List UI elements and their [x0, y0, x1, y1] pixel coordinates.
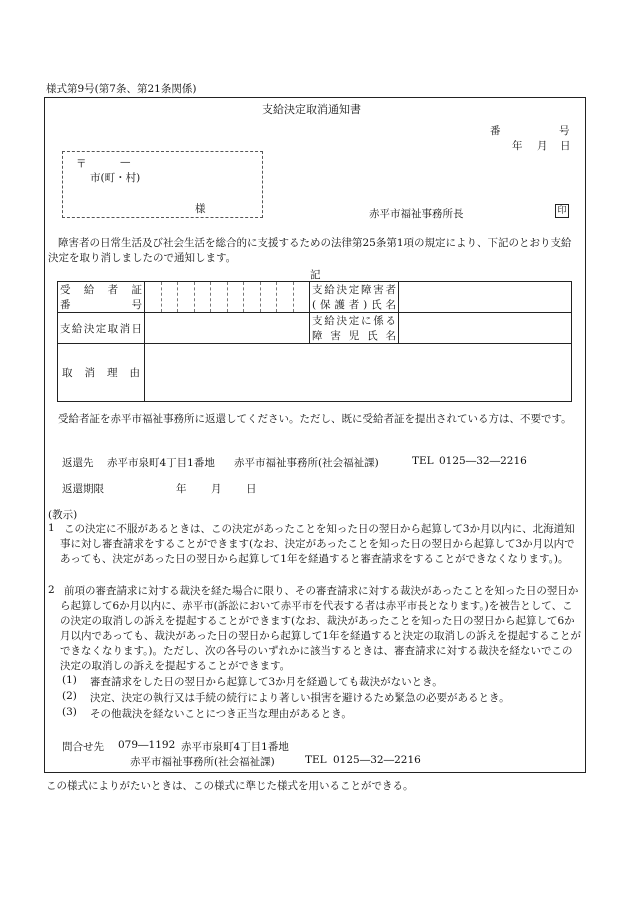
return-notice: 受給者証を赤平市福祉事務所に返還してください。ただし、既に受給者証を提出されている方は、不要です。	[58, 413, 572, 425]
sub-item-1-text: 審査請求をした日の翌日から起算して3か月を経過しても裁決がないとき。	[90, 676, 443, 688]
recipient-number-label: 受給者証 番号	[58, 282, 145, 313]
postal-mark: 〒	[76, 158, 87, 170]
number-label: 番	[490, 125, 501, 137]
contact-postal: 079―1192	[118, 739, 176, 751]
postal-dash: —	[120, 156, 131, 168]
intro-text: 障害者の日常生活及び社会生活を総合的に支援するための法律第25条第1項の規定により、下記のとおり支給決定を取り消しましたので通知します。	[48, 237, 572, 264]
cancel-date-label: 支給決定取消日	[58, 313, 145, 344]
return-to-address: 赤平市泉町4丁目1番地	[107, 457, 215, 469]
return-to-office: 赤平市福祉事務所(社会福祉課)	[234, 457, 379, 469]
return-to-tel-label: TEL	[412, 455, 434, 467]
recipient-number-digits	[145, 282, 309, 312]
city-line: 市(町・村)	[90, 172, 141, 184]
instruction-item1: この決定に不服があるときは、この決定があったことを知った日の翌日から起算して3か月以内に、北海道知事に対し審査請求をすることができます(なお、決定があったことを知った日の翌日から起算して3か月以内であっても、決定があった日の翌日から起算して1年を経過すると審査請求をすることができなくなります。)。	[60, 523, 575, 565]
instruction-item2: 前項の審査請求に対する裁決を経た場合に限り、その審査請求に対する裁決があったことを知った日の翌日から起算して6か月以内に、赤平市(訴訟において赤平市を代表する者は赤平市長となります。)を被告として、この決定の取消しの訴えを提起することができます(なお、裁決があったことを知った日の翌日から起算して6か月以内であっても、裁決があった日の翌日から起算して1年を経過すると決定の取消しの訴えを提起することができなくなります。)。ただし、次の各号のいずれかに該当するときは、審査請求に対する裁決を経ないでこの決定の取消しの訴えを提起することができます。	[60, 585, 581, 672]
return-deadline-year: 年	[176, 483, 187, 495]
sub-item-2-number: (2)	[62, 690, 77, 702]
contact-tel-label: TEL	[305, 754, 327, 766]
return-deadline-day: 日	[246, 483, 257, 495]
sub-item-2-text: 決定、決定の執行又は手続の続行により著しい損害を避けるため緊急の必要があるとき。	[90, 692, 510, 704]
child-name-value	[399, 313, 572, 344]
cancel-date-value	[145, 313, 310, 344]
instruction-heading: (教示)	[48, 509, 78, 521]
disabled-person-value	[399, 282, 572, 313]
return-deadline-label: 返還期限	[62, 483, 104, 495]
sub-item-3-text: その他裁決を経ないことにつき正当な理由があるとき。	[90, 708, 352, 720]
number-suffix: 号	[559, 125, 570, 137]
instruction-item2-number: 2	[48, 584, 55, 596]
info-table	[57, 281, 572, 402]
date-year-label: 年	[512, 140, 523, 152]
sub-item-1-number: (1)	[62, 674, 77, 686]
sub-item-3-number: (3)	[62, 706, 77, 718]
return-deadline-month: 月	[211, 483, 222, 495]
return-to-tel: 0125―32―2216	[439, 455, 527, 467]
honorific: 様	[195, 203, 206, 215]
form-number: 様式第9号(第7条、第21条関係)	[46, 83, 197, 95]
disabled-person-label: 支給決定障害者 (保護者)氏名	[310, 282, 399, 313]
ki-heading: 記	[310, 269, 321, 281]
reason-value	[145, 344, 572, 402]
document-title: 支給決定取消通知書	[262, 103, 361, 116]
reason-label: 取消理由	[58, 344, 145, 402]
date-day-label: 日	[560, 140, 571, 152]
contact-office: 赤平市福祉事務所(社会福祉課)	[130, 756, 275, 768]
recipient-number-value	[145, 282, 310, 313]
return-to-label: 返還先	[62, 457, 94, 469]
child-name-label: 支給決定に係る 障害児氏名	[310, 313, 399, 344]
contact-label: 問合せ先	[62, 741, 104, 753]
contact-tel: 0125―32―2216	[333, 754, 421, 766]
date-month-label: 月	[537, 140, 548, 152]
contact-address: 赤平市泉町4丁目1番地	[181, 741, 289, 753]
footnote: この様式によりがたいときは、この様式に準じた様式を用いることができる。	[46, 780, 414, 792]
sender-title: 赤平市福祉事務所長	[369, 208, 464, 220]
instruction-item1-number: 1	[48, 522, 55, 534]
seal-mark: 印	[555, 204, 569, 218]
